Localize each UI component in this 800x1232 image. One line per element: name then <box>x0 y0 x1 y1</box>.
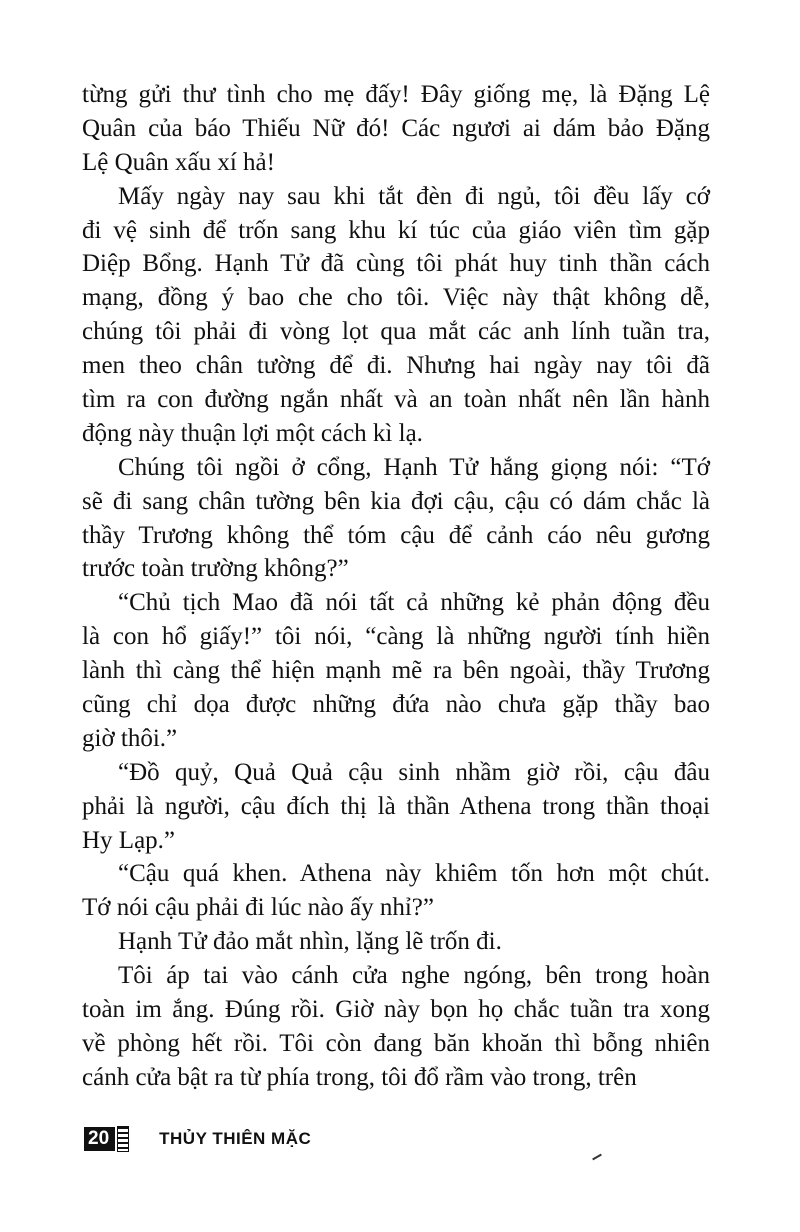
page-footer <box>84 1126 311 1152</box>
text-line: tìm ra con đường ngắn nhất và an toàn nhất nên lần hành <box>82 386 710 414</box>
text-line: “Đồ quỷ, Quả Quả cậu sinh nhầm giờ rồi, cậu đâu <box>118 758 710 786</box>
text-line: Chúng tôi ngồi ở cổng, Hạnh Tử hắng giọng nói: “Tớ <box>118 453 710 481</box>
book-title: THỦY THIÊN MẶC <box>159 1129 312 1148</box>
body-text <box>82 78 710 1095</box>
text-line: là con hổ giấy!” tôi nói, “càng là những người tính hiền <box>82 623 710 651</box>
text-line: Hy Lạp.” <box>82 826 176 854</box>
text-line: lành thì càng thể hiện mạnh mẽ ra bên ngoài, thầy Trương <box>82 657 710 685</box>
ornament-icon <box>117 1126 129 1152</box>
text-line: giờ thôi.” <box>82 724 178 752</box>
text-line: men theo chân tường để đi. Nhưng hai ngày nay tôi đã <box>82 352 710 380</box>
text-line: Tớ nói cậu phải đi lúc nào ấy nhỉ?” <box>82 894 434 922</box>
text-line: cũng chỉ dọa được những đứa nào chưa gặp thầy bao <box>82 691 710 719</box>
page-number: 20 <box>84 1127 115 1151</box>
text-line: Hạnh Tử đảo mắt nhìn, lặng lẽ trốn đi. <box>118 928 502 956</box>
text-line: động này thuận lợi một cách kì lạ. <box>82 419 423 447</box>
text-line: Quân của báo Thiếu Nữ đó! Các ngươi ai dám bảo Đặng <box>82 114 710 142</box>
text-line: Tôi áp tai vào cánh cửa nghe ngóng, bên trong hoàn <box>118 962 710 990</box>
text-line: “Chủ tịch Mao đã nói tất cả những kẻ phản động đều <box>118 589 710 617</box>
text-line: Mấy ngày nay sau khi tắt đèn đi ngủ, tôi đều lấy cớ <box>118 182 710 210</box>
text-line: Diệp Bổng. Hạnh Tử đã cùng tôi phát huy tinh thần cách <box>82 250 710 278</box>
text-line: từng gửi thư tình cho mẹ đấy! Đây giống mẹ, là Đặng Lệ <box>82 81 710 108</box>
text-line: trước toàn trường không?” <box>82 555 349 583</box>
stray-mark <box>592 1154 602 1161</box>
text-line: phải là người, cậu đích thị là thần Athena trong thần thoại <box>82 792 710 820</box>
text-line: về phòng hết rồi. Tôi còn đang băn khoăn thì bỗng nhiên <box>82 1029 710 1057</box>
text-line: cánh cửa bật ra từ phía trong, tôi đổ rầm vào trong, trên <box>82 1063 637 1091</box>
text-line: sẽ đi sang chân tường bên kia đợi cậu, cậu có dám chắc là <box>82 487 710 515</box>
text-line: thầy Trương không thể tóm cậu để cảnh cáo nêu gương <box>82 521 710 549</box>
text-line: chúng tôi phải đi vòng lọt qua mắt các anh lính tuần tra, <box>82 318 710 346</box>
text-line: mạng, đồng ý bao che cho tôi. Việc này thật không dễ, <box>82 284 710 312</box>
text-line: Lệ Quân xấu xí hả! <box>82 148 275 176</box>
text-line: toàn im ắng. Đúng rồi. Giờ này bọn họ chắc tuần tra xong <box>82 996 710 1024</box>
text-line: “Cậu quá khen. Athena này khiêm tốn hơn một chút. <box>118 860 710 888</box>
text-line: đi vệ sinh để trốn sang khu kí túc của giáo viên tìm gặp <box>82 216 710 244</box>
